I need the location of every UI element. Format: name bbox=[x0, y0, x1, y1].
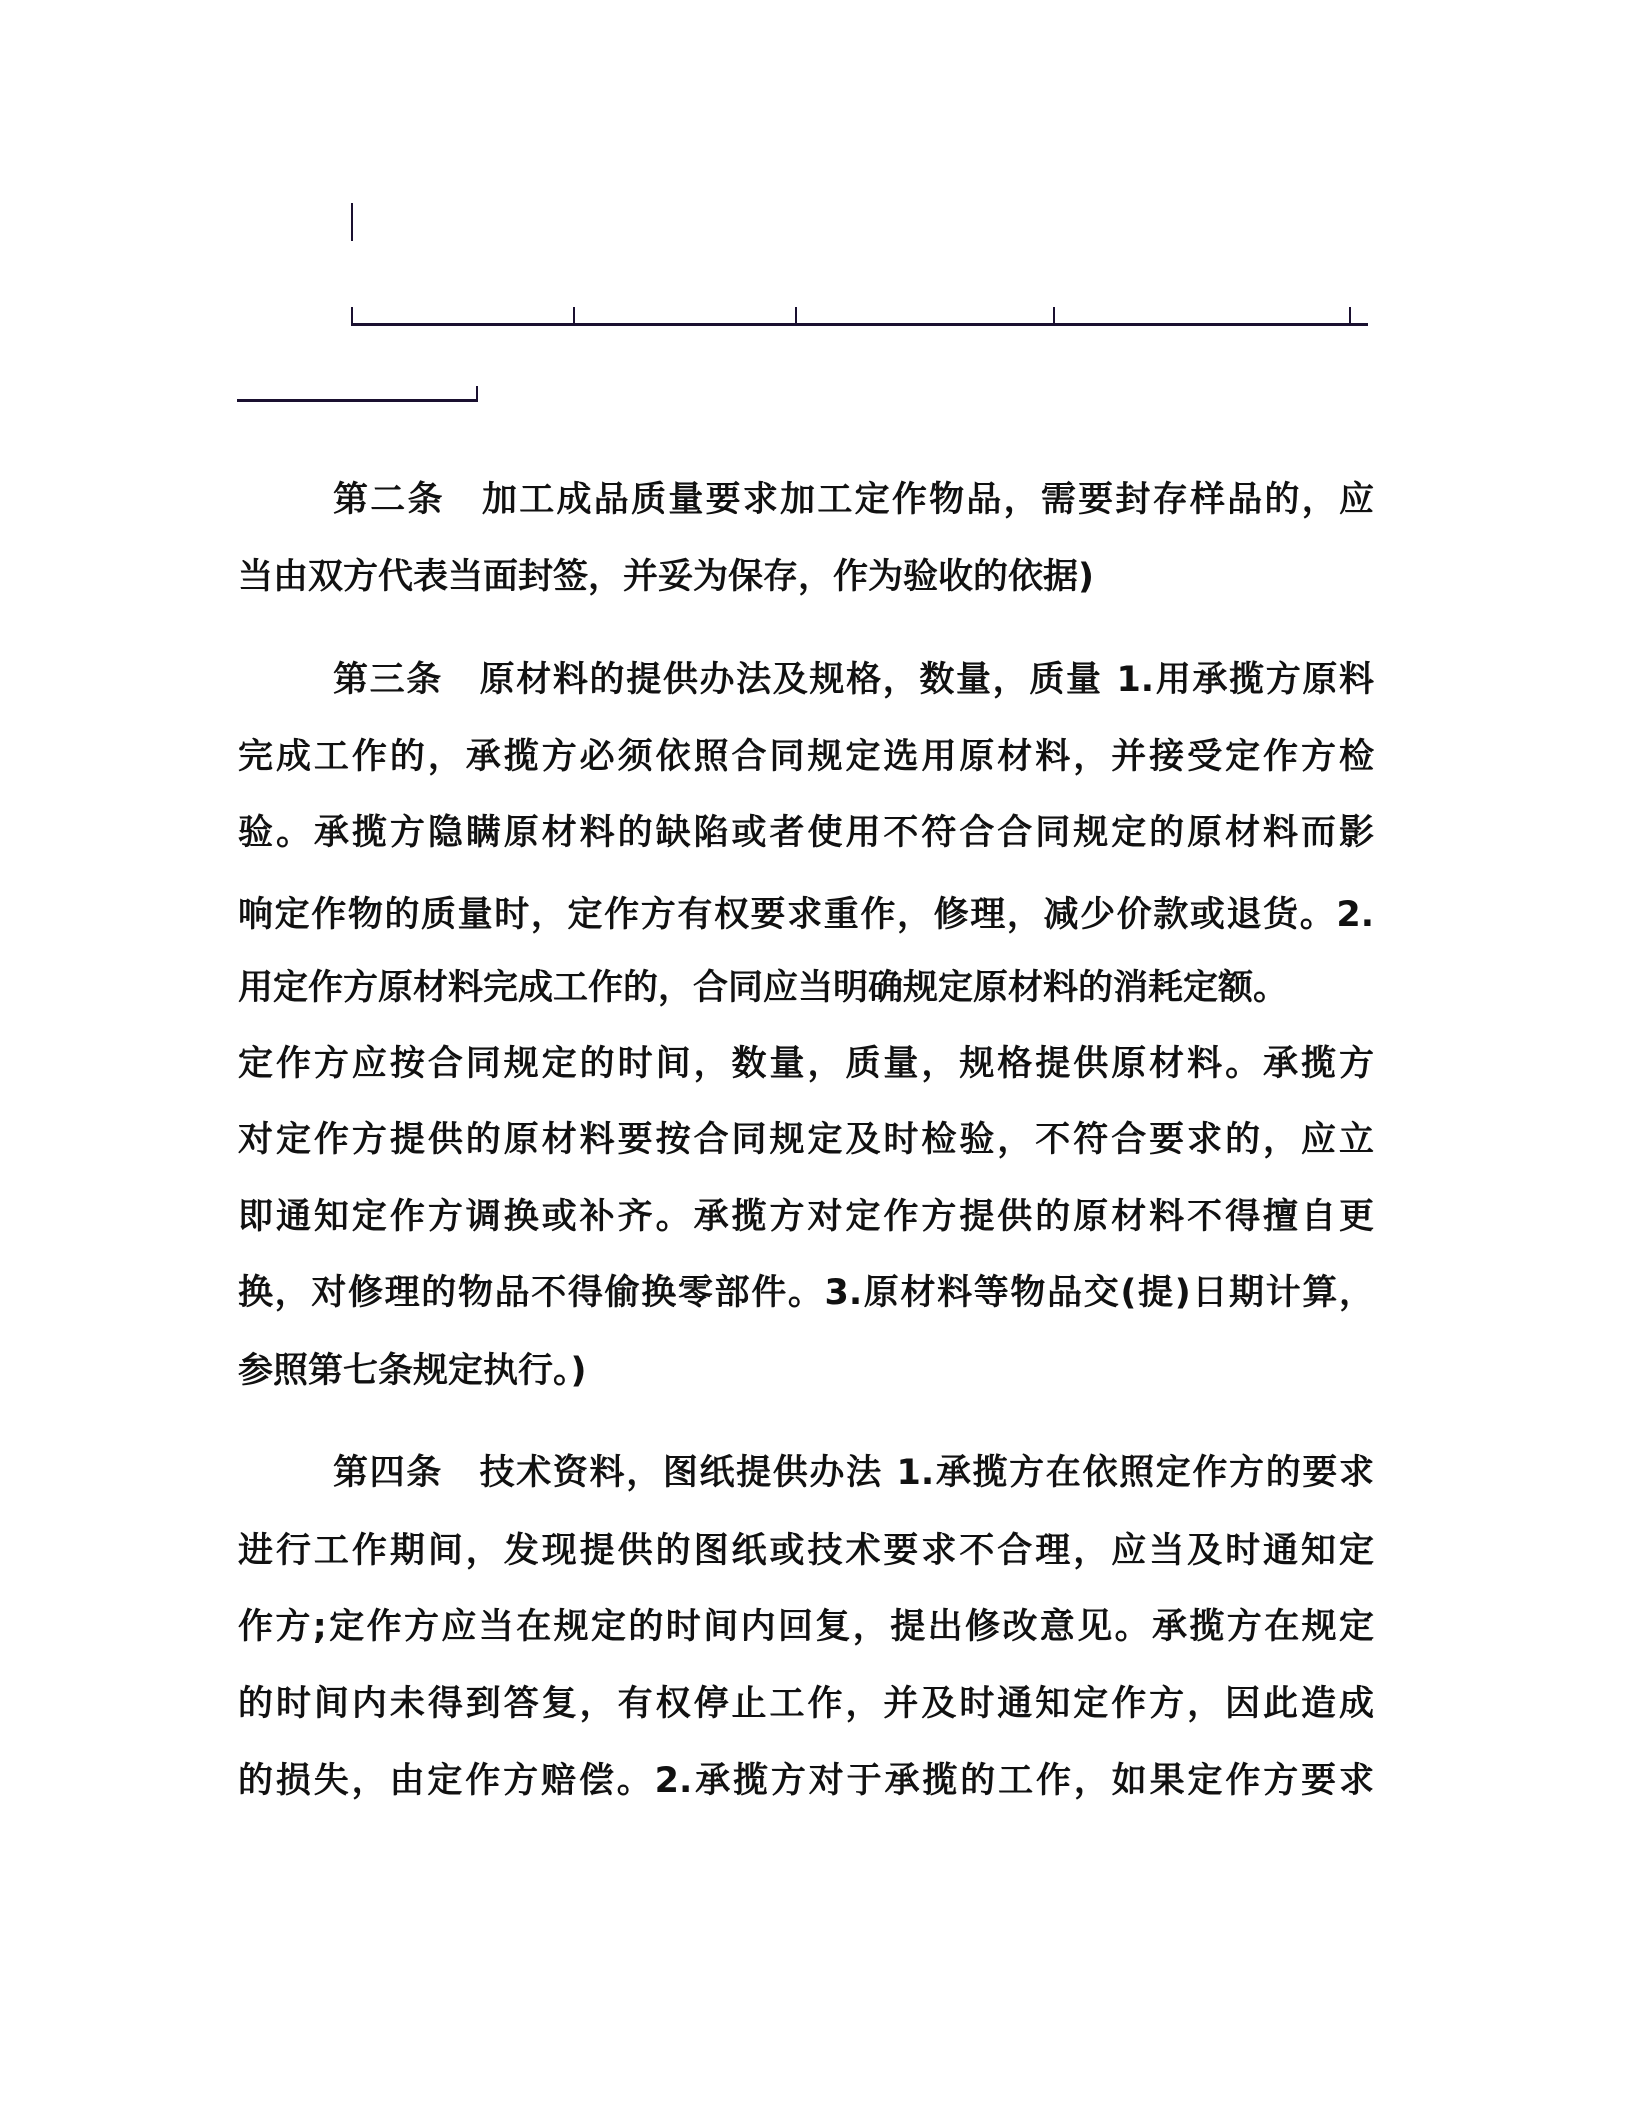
table-cell-divider bbox=[795, 307, 797, 325]
text-line: 即通知定作方调换或补齐。承揽方对定作方提供的原材料不得擅自更 bbox=[238, 1197, 1374, 1237]
text-line: 第三条 原材料的提供办法及规格，数量，质量 1.用承揽方原料 bbox=[333, 660, 1374, 700]
text-line: 定作方应按合同规定的时间，数量，质量，规格提供原材料。承揽方 bbox=[238, 1044, 1374, 1084]
text-line: 换，对修理的物品不得偷换零部件。3.原材料等物品交(提)日期计算， bbox=[238, 1273, 1374, 1313]
text-line: 的时间内未得到答复，有权停止工作，并及时通知定作方，因此造成 bbox=[238, 1684, 1374, 1724]
text-line: 完成工作的，承揽方必须依照合同规定选用原材料，并接受定作方检 bbox=[238, 737, 1374, 777]
text-line: 对定作方提供的原材料要按合同规定及时检验，不符合要求的，应立 bbox=[238, 1120, 1374, 1160]
text-line: 验。承揽方隐瞒原材料的缺陷或者使用不符合合同规定的原材料而影 bbox=[238, 813, 1374, 853]
table-fragment-right-border bbox=[476, 386, 478, 402]
text-line: 作方;定作方应当在规定的时间内回复，提出修改意见。承揽方在规定 bbox=[238, 1607, 1374, 1647]
text-line: 第二条 加工成品质量要求加工定作物品，需要封存样品的，应 bbox=[333, 480, 1374, 520]
table-cell-divider bbox=[1053, 307, 1055, 325]
text-line: 参照第七条规定执行。) bbox=[238, 1351, 587, 1391]
table-cell-divider bbox=[1349, 307, 1351, 325]
table-cell-divider bbox=[351, 307, 353, 325]
table-fragment-bottom-border bbox=[237, 399, 478, 402]
text-line: 第四条 技术资料，图纸提供办法 1.承揽方在依照定作方的要求 bbox=[333, 1453, 1374, 1493]
text-line: 响定作物的质量时，定作方有权要求重作，修理，减少价款或退货。2. bbox=[238, 895, 1374, 935]
text-line: 用定作方原材料完成工作的，合同应当明确规定原材料的消耗定额。 bbox=[238, 968, 1289, 1008]
table-left-border-top bbox=[351, 203, 353, 241]
table-row-bottom-border bbox=[351, 323, 1368, 326]
text-line: 当由双方代表当面封签，并妥为保存，作为验收的依据) bbox=[238, 557, 1094, 597]
text-line: 进行工作期间，发现提供的图纸或技术要求不合理，应当及时通知定 bbox=[238, 1531, 1374, 1571]
text-line: 的损失，由定作方赔偿。2.承揽方对于承揽的工作，如果定作方要求 bbox=[238, 1761, 1374, 1801]
table-cell-divider bbox=[573, 307, 575, 325]
